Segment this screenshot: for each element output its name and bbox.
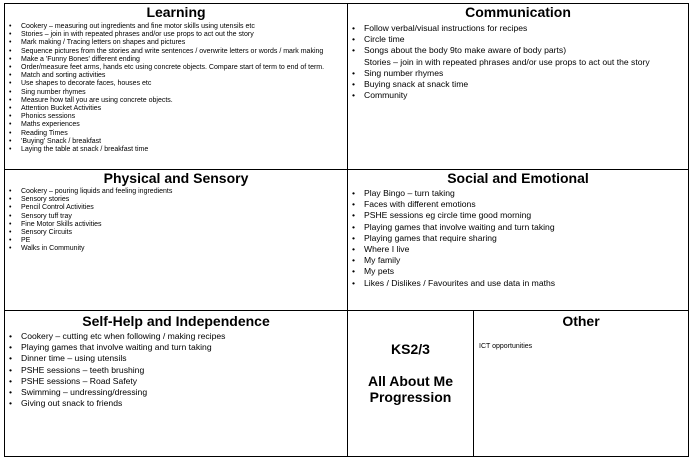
social-list [348, 188, 688, 289]
key-stage-label: KS2/3 [391, 341, 430, 357]
list-item: • Stories – join in with repeated phrases and/or use props to act out the story [5, 31, 347, 39]
list-item: • Songs about the body 9to make aware of body parts) [348, 45, 688, 56]
list-item: • Measure how tall you are using concrete objects. [5, 97, 347, 105]
list-item: • Mark making / Tracing letters on shapes and pictures [5, 39, 347, 47]
list-item: • Match and sorting activities [5, 72, 347, 80]
list-item: • Sequence pictures from the stories and write sentences / overwrite letters or words / mark making [5, 48, 347, 56]
list-item: • Attention Bucket Activities [5, 105, 347, 113]
list-item: • PSHE sessions eg circle time good morning [348, 210, 688, 221]
list-item: • Fine Motor Skills activities [5, 221, 347, 229]
communication-continuation: Stories – join in with repeated phrases and/or use props to act out the story [364, 56, 650, 67]
other-cell [474, 311, 688, 456]
physical-title: Physical and Sensory [103, 170, 249, 186]
list-item: • Playing games that involve waiting and turn taking [5, 342, 347, 353]
list-item: • Order/measure feet arms, hands etc using concrete objects. Compare start of term to end of term. [5, 64, 347, 72]
list-item: • Maths experiences [5, 121, 347, 129]
list-item: • Buying snack at snack time [348, 79, 688, 90]
list-item: • Make a 'Funny Bones' different ending [5, 56, 347, 64]
learning-cell [5, 4, 347, 169]
selfhelp-title: Self-Help and Independence [82, 313, 270, 329]
selfhelp-list [5, 331, 347, 409]
list-item: • Giving out snack to friends [5, 398, 347, 409]
list-item: • Phonics sessions [5, 113, 347, 121]
list-item: • Where I live [348, 244, 688, 255]
physical-list [5, 188, 347, 254]
list-item: • Sensory Circuits [5, 229, 347, 237]
list-item: • Cookery – pouring liquids and feeling ingredients [5, 188, 347, 196]
communication-title: Communication [465, 4, 571, 20]
list-item: • Laying the table at snack / breakfast time [5, 146, 347, 154]
list-item: • 'Buying' Snack / breakfast [5, 138, 347, 146]
list-item: • Cookery – cutting etc when following / making recipes [5, 331, 347, 342]
communication-list-2 [348, 68, 688, 102]
social-title: Social and Emotional [447, 170, 589, 186]
list-item: • My family [348, 255, 688, 266]
other-note: ICT opportunities [479, 343, 533, 350]
topic-subtitle: Progression [369, 389, 452, 405]
list-item: • Likes / Dislikes / Favourites and use data in maths [348, 278, 688, 289]
list-item: • Cookery – measuring out ingredients and fine motor skills using utensils etc [5, 23, 347, 31]
list-item: • My pets [348, 266, 688, 277]
topic-title: All About Me [367, 373, 454, 389]
communication-list [348, 23, 688, 57]
list-item: • Reading Times [5, 130, 347, 138]
list-item: • Play Bingo – turn taking [348, 188, 688, 199]
selfhelp-cell [5, 311, 347, 456]
list-item: • Walks in Community [5, 245, 347, 253]
list-item: • Use shapes to decorate faces, houses etc [5, 80, 347, 88]
center-cell [348, 311, 473, 456]
list-item: • Dinner time – using utensils [5, 353, 347, 364]
topic-grid [4, 3, 689, 457]
communication-cell [348, 4, 688, 169]
list-item: • PE [5, 237, 347, 245]
list-item: • Sensory tuff tray [5, 213, 347, 221]
list-item: • Pencil Control Activities [5, 204, 347, 212]
social-cell [348, 170, 688, 310]
list-item: • Swimming – undressing/dressing [5, 387, 347, 398]
other-title: Other [562, 313, 600, 329]
learning-list [5, 23, 347, 154]
list-item: • Playing games that require sharing [348, 233, 688, 244]
list-item: • Community [348, 90, 688, 101]
list-item: • Sing number rhymes [5, 89, 347, 97]
list-item: • Follow verbal/visual instructions for recipes [348, 23, 688, 34]
list-item: • Faces with different emotions [348, 199, 688, 210]
learning-title: Learning [146, 4, 206, 20]
list-item: • Playing games that involve waiting and turn taking [348, 222, 688, 233]
list-item: • Sensory stories [5, 196, 347, 204]
list-item: • PSHE sessions – Road Safety [5, 376, 347, 387]
list-item: • Sing number rhymes [348, 68, 688, 79]
list-item: • PSHE sessions – teeth brushing [5, 365, 347, 376]
physical-cell [5, 170, 347, 310]
list-item: • Circle time [348, 34, 688, 45]
